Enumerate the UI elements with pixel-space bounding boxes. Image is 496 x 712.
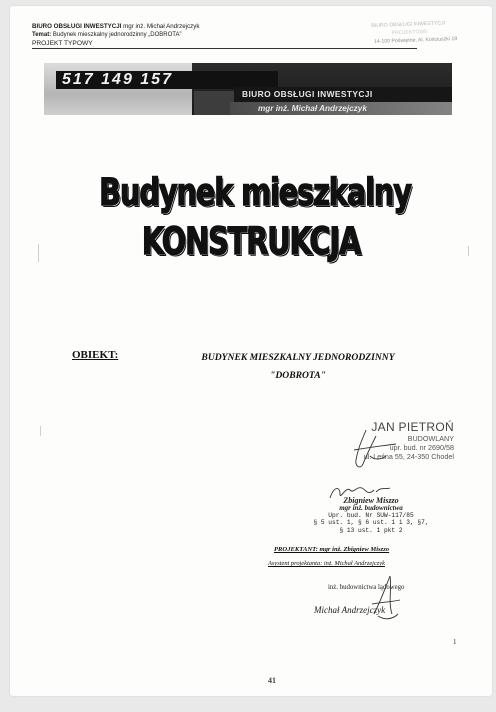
object-line2: "DOBROTA": [270, 370, 326, 381]
object-label: OBIEKT:: [72, 349, 119, 361]
stamp-pietron-line3: ul. Leśna 55, 24-350 Chodel: [363, 452, 454, 461]
banner-owner: mgr inż. Michał Andrzejczyk: [230, 102, 452, 115]
scan-speck: [38, 244, 39, 262]
stamp-pietron-name: JAN PIETROŃ: [371, 420, 454, 434]
top-stamp-line2: PROJEKTOWE: [391, 29, 428, 37]
banner-company: BIURO OBSŁUGI INWESTYCJI: [234, 87, 452, 102]
margin-mark: 1: [453, 638, 457, 646]
page-number: 41: [268, 676, 276, 685]
header-company-name: BIURO OBSŁUGI INWESTYCJI: [32, 23, 122, 30]
signature-pietron: [336, 426, 406, 476]
scan-speck: [40, 426, 41, 436]
title-line2: KONSTRUKCJA: [141, 220, 361, 263]
top-right-stamp: [371, 18, 488, 68]
scan-speck: [468, 246, 469, 256]
stamp-miszzo-line4: § 13 ust. 1 pkt 2: [339, 526, 403, 534]
stamp-miszzo-line1: mgr inż. budownictwa: [339, 504, 403, 512]
banner-phone: 517 149 157: [56, 71, 278, 89]
stamp-miszzo-name: Zbigniew Miszzo: [343, 496, 399, 505]
top-stamp-line3: 14-100 Poświętne, Al. Kościuszki 19: [373, 36, 458, 45]
stamp-miszzo-line3: § 5 ust. 1, § 6 ust. 1 i 3, §7,: [313, 519, 429, 527]
header-topic-text: Budynek mieszkalny jednorodzinny „DOBROTA”: [51, 32, 182, 38]
company-banner: [44, 63, 452, 115]
projektant-line: PROJEKTANT: mgr inż. Zbigniew Miszzo: [274, 546, 390, 553]
title-line1: Budynek mieszkalny: [99, 171, 411, 214]
banner-mid-block: [194, 91, 234, 115]
document-page: [10, 6, 492, 696]
object-line1: BUDYNEK MIESZKALNY JEDNORODZINNY: [201, 352, 395, 363]
header-topic: [32, 32, 182, 38]
signature-name: Michał Andrzejczyk: [314, 605, 386, 615]
header-company: [32, 23, 199, 30]
header-topic-label: Temat:: [32, 32, 52, 38]
stamp-pietron-line1: BUDOWLANY: [407, 434, 454, 443]
bud-title: inż. budownictwa lądowego: [328, 584, 405, 591]
stamp-pietron-line2: upr. bud. nr 2690/58: [389, 443, 454, 452]
stamp-zbigniew-miszzo: [306, 496, 436, 534]
top-stamp-line1: BIURO OBSŁUGI INWESTYCJI: [371, 20, 446, 30]
header-company-owner: mgr inż. Michał Andrzejczyk: [121, 23, 200, 30]
header-project-type: PROJEKT TYPOWY: [32, 40, 417, 49]
object-description: [148, 349, 448, 385]
asystent-line: Asystent projektanta: inż. Michał Andrzejczyk: [268, 560, 385, 567]
stamp-miszzo-line2: Upr. bud. Nr SUW-117/85: [328, 512, 414, 520]
